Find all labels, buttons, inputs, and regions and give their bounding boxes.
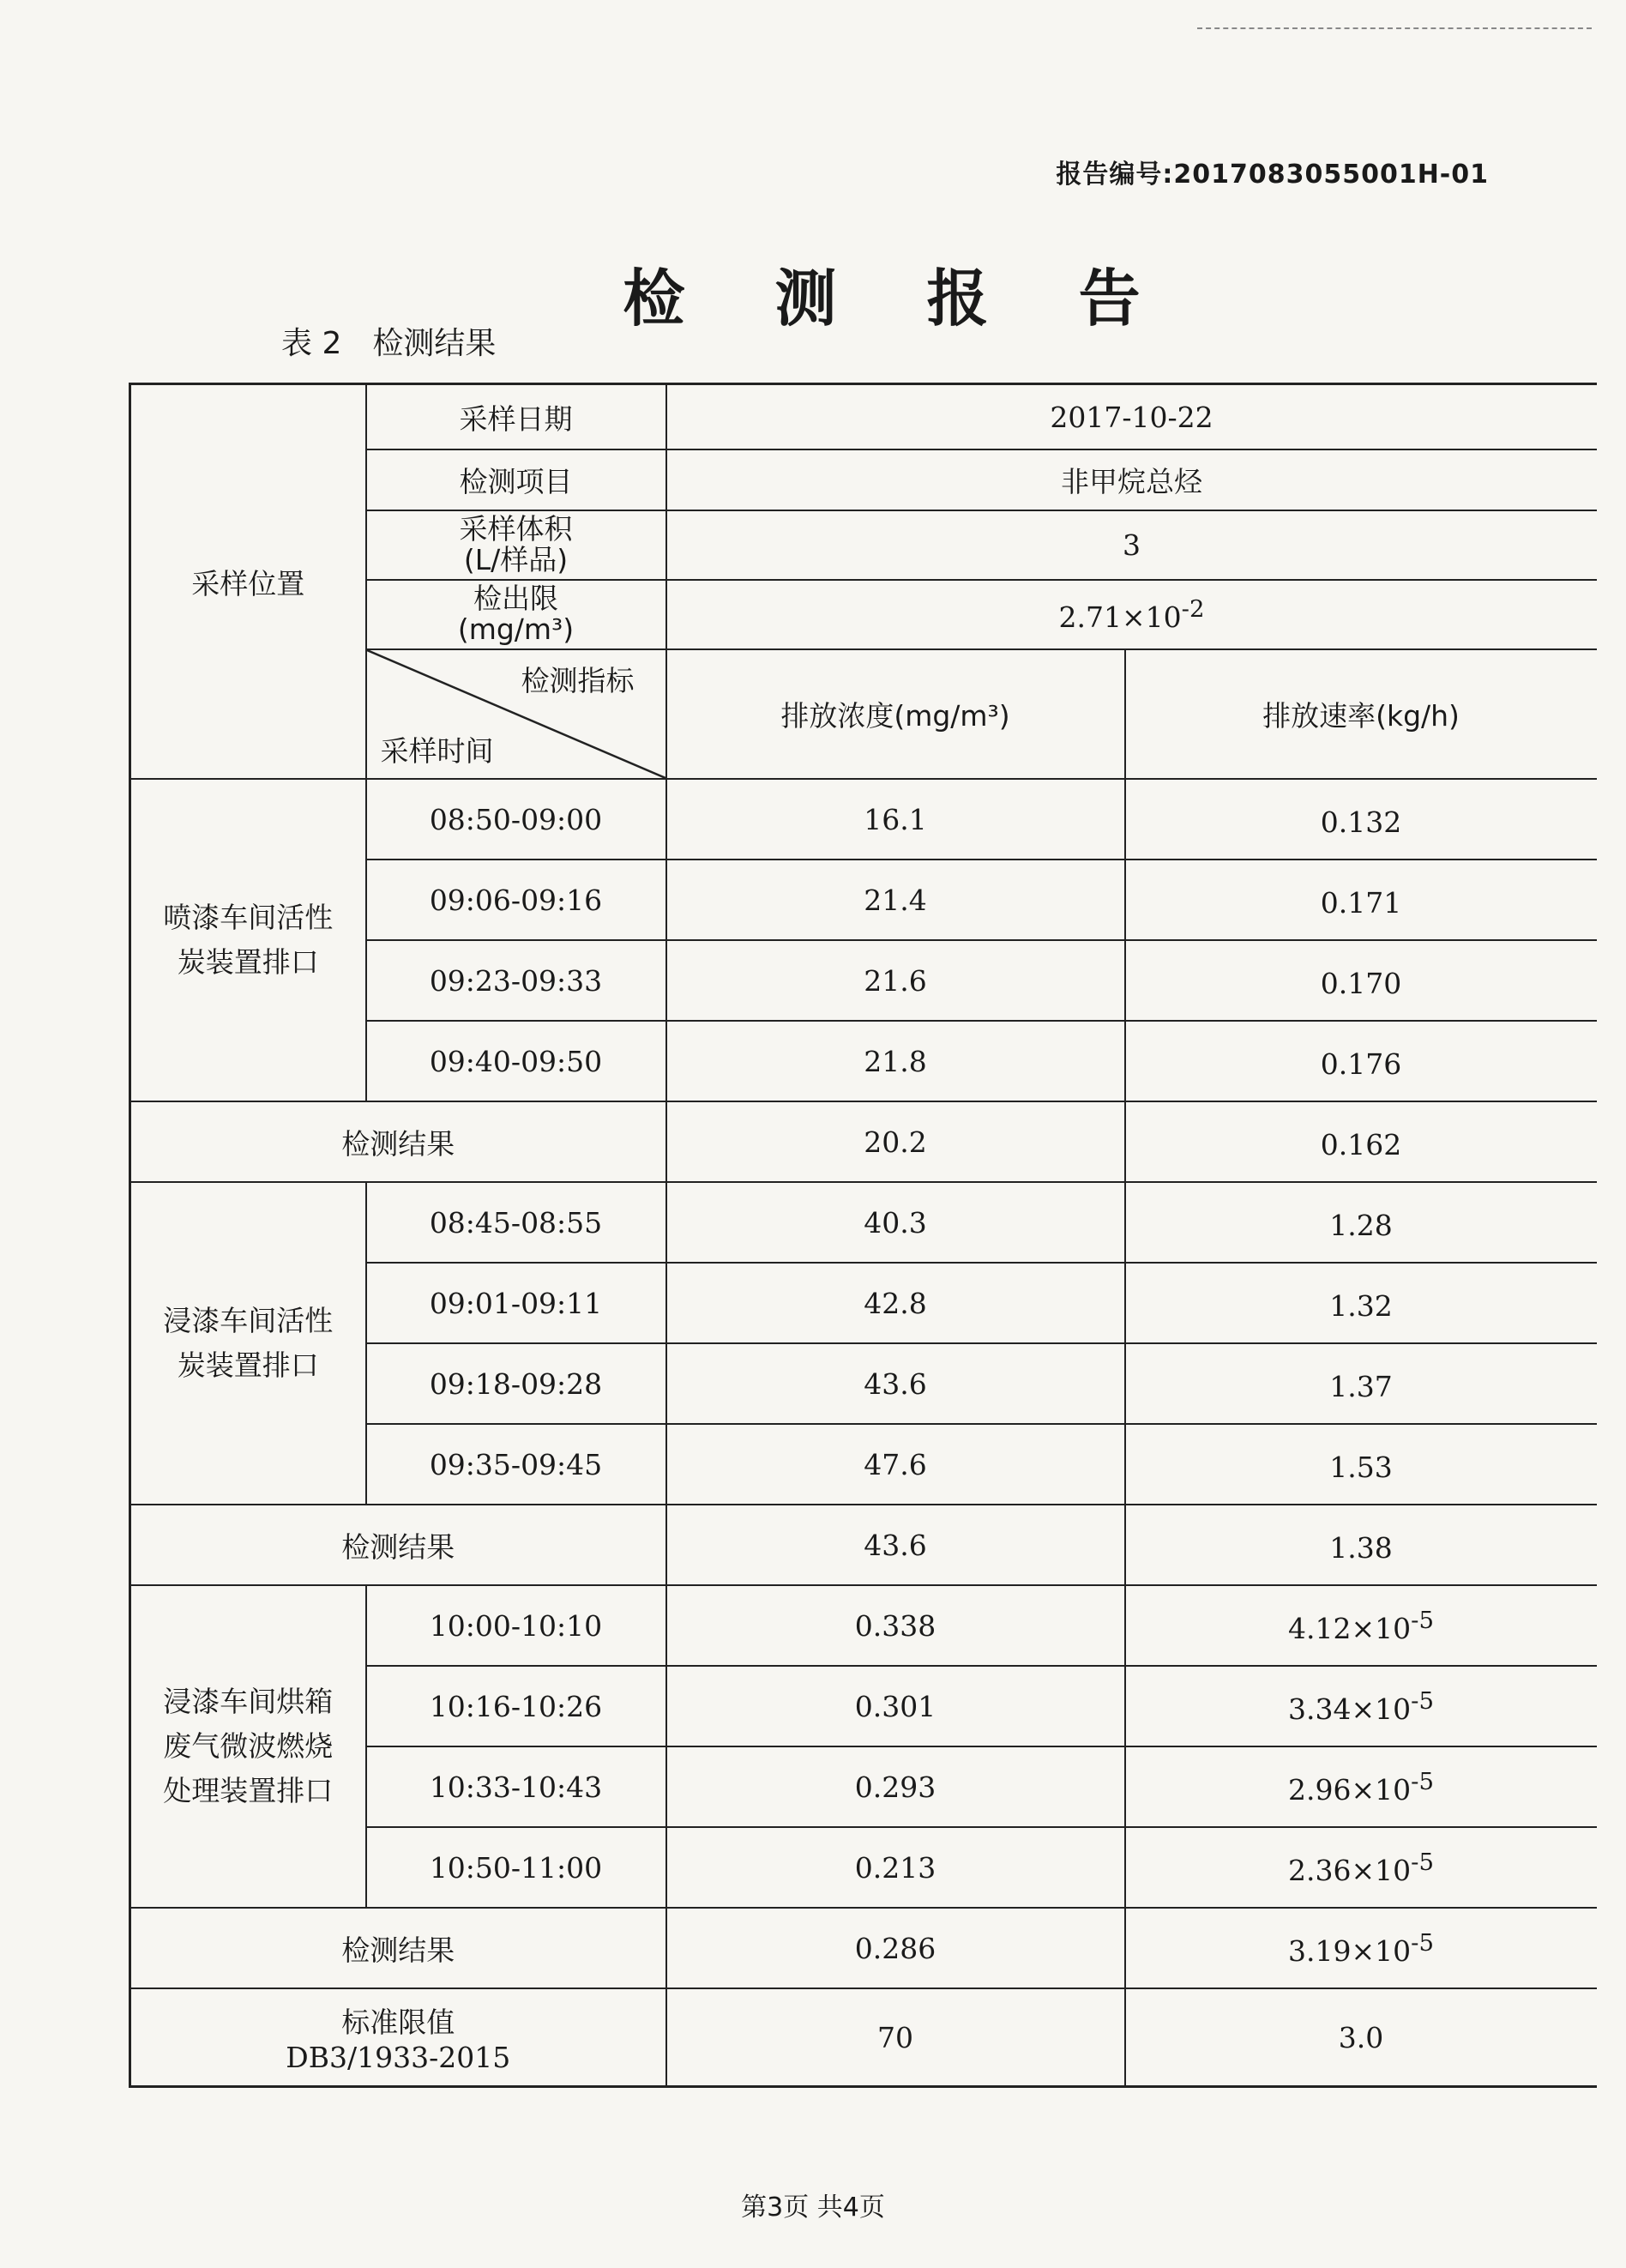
- result-label: 检测结果: [130, 1101, 666, 1182]
- page-total: 共4页: [816, 2193, 885, 2223]
- location-line: 浸漆车间烘箱: [163, 1685, 334, 1719]
- result-rate-exponent: -5: [1411, 1928, 1434, 1957]
- result-row: [130, 1101, 1597, 1182]
- result-concentration: 0.286: [666, 1908, 1125, 1988]
- volume-label-line-2: (L/样品): [463, 543, 569, 577]
- item-value: 非甲烷总烃: [666, 449, 1597, 510]
- rate-cell: [1125, 1182, 1597, 1263]
- standard-label-line-1: 标准限值: [341, 2006, 455, 2040]
- rate-value: 3.34×10: [1288, 1692, 1412, 1726]
- concentration-cell: 21.4: [666, 860, 1125, 940]
- results-table: [129, 383, 1597, 2088]
- location-line: 喷漆车间活性: [163, 901, 334, 935]
- rate-value: 1.53: [1329, 1450, 1393, 1484]
- page-title: 检 测 报 告: [623, 262, 1175, 335]
- rate-value: 2.36×10: [1288, 1853, 1412, 1887]
- rate-exponent: -5: [1411, 1767, 1434, 1795]
- page-number: 第3页: [741, 2193, 810, 2223]
- concentration-cell: 42.8: [666, 1263, 1125, 1343]
- rate-exponent: -5: [1411, 1848, 1434, 1876]
- rate-cell: [1125, 1585, 1597, 1666]
- limit-value-base: 2.71×10: [1058, 600, 1182, 634]
- table-row: [130, 779, 1597, 860]
- col-header-concentration: 排放浓度(mg/m³): [666, 649, 1125, 780]
- table-row: [130, 1182, 1597, 1263]
- location-line: 炭装置排口: [177, 1348, 319, 1383]
- param-row-date: [130, 384, 1597, 450]
- location-cell: [130, 779, 366, 1101]
- result-label: 检测结果: [130, 1908, 666, 1988]
- rate-value: 0.132: [1320, 805, 1402, 839]
- result-row: [130, 1908, 1597, 1988]
- standard-label-line-2: DB3/1933-2015: [286, 2041, 511, 2075]
- rate-cell: [1125, 1021, 1597, 1101]
- rate-cell: [1125, 1827, 1597, 1908]
- rate-value: 1.28: [1329, 1208, 1393, 1242]
- result-rate: [1125, 1505, 1597, 1585]
- report-number: [1056, 153, 1489, 190]
- indicator-label: 检测指标: [521, 663, 635, 697]
- result-concentration: 20.2: [666, 1101, 1125, 1182]
- time-cell: 08:45-08:55: [366, 1182, 666, 1263]
- concentration-cell: 21.8: [666, 1021, 1125, 1101]
- standard-label: [130, 1988, 666, 2086]
- time-cell: 10:00-10:10: [366, 1585, 666, 1666]
- rate-exponent: -5: [1411, 1606, 1434, 1634]
- time-cell: 09:35-09:45: [366, 1424, 666, 1505]
- table-caption-text: 检测结果: [372, 326, 497, 361]
- location-line: 处理装置排口: [163, 1774, 334, 1808]
- rate-cell: [1125, 779, 1597, 860]
- rate-value: 1.32: [1329, 1288, 1393, 1323]
- rate-value: 4.12×10: [1288, 1611, 1412, 1645]
- concentration-cell: 0.338: [666, 1585, 1125, 1666]
- table-caption-number: 表 2: [281, 326, 342, 361]
- concentration-cell: 0.301: [666, 1666, 1125, 1746]
- limit-value: [666, 580, 1597, 649]
- result-concentration: 43.6: [666, 1505, 1125, 1585]
- scan-dash-line: [1197, 27, 1592, 29]
- rate-cell: [1125, 1343, 1597, 1424]
- location-line: 废气微波燃烧: [163, 1729, 334, 1764]
- rate-value: 0.170: [1320, 966, 1402, 1000]
- rate-exponent: -5: [1411, 1686, 1434, 1715]
- standard-concentration: 70: [666, 1988, 1125, 2086]
- rate-cell: [1125, 1746, 1597, 1827]
- location-line: 浸漆车间活性: [163, 1304, 334, 1338]
- time-cell: 09:40-09:50: [366, 1021, 666, 1101]
- item-label: 检测项目: [366, 449, 666, 510]
- report-number-value: 2017083055001H-01: [1173, 160, 1489, 190]
- standard-rate: 3.0: [1125, 1988, 1597, 2086]
- limit-label-line-2: (mg/m³): [457, 612, 575, 647]
- concentration-cell: 0.293: [666, 1746, 1125, 1827]
- result-rate-value: 0.162: [1320, 1127, 1402, 1161]
- concentration-cell: 16.1: [666, 779, 1125, 860]
- result-label: 检测结果: [130, 1505, 666, 1585]
- page-footer: [0, 2186, 1626, 2223]
- concentration-cell: 0.213: [666, 1827, 1125, 1908]
- result-row: [130, 1505, 1597, 1585]
- time-cell: 10:16-10:26: [366, 1666, 666, 1746]
- concentration-cell: 43.6: [666, 1343, 1125, 1424]
- time-cell: 08:50-09:00: [366, 779, 666, 860]
- limit-value-exponent: -2: [1181, 594, 1205, 623]
- time-cell: 09:06-09:16: [366, 860, 666, 940]
- table-caption: [281, 319, 496, 363]
- rate-cell: [1125, 940, 1597, 1021]
- rate-cell: [1125, 1424, 1597, 1505]
- sampling-time-label: 采样时间: [380, 734, 494, 769]
- rate-value: 2.96×10: [1288, 1772, 1412, 1807]
- limit-label-line-1: 检出限: [473, 582, 558, 616]
- diagonal-header-cell: [366, 649, 666, 780]
- volume-label-line-1: 采样体积: [459, 512, 573, 546]
- result-rate-value: 1.38: [1329, 1530, 1393, 1565]
- rate-value: 0.176: [1320, 1047, 1402, 1081]
- standard-row: [130, 1988, 1597, 2086]
- location-cell: [130, 1585, 366, 1908]
- location-header: 采样位置: [130, 384, 366, 780]
- concentration-cell: 21.6: [666, 940, 1125, 1021]
- limit-label: [366, 580, 666, 649]
- result-rate: [1125, 1101, 1597, 1182]
- table-row: [130, 1585, 1597, 1666]
- time-cell: 10:33-10:43: [366, 1746, 666, 1827]
- concentration-cell: 47.6: [666, 1424, 1125, 1505]
- rate-cell: [1125, 1666, 1597, 1746]
- col-header-rate: 排放速率(kg/h): [1125, 649, 1597, 780]
- concentration-cell: 40.3: [666, 1182, 1125, 1263]
- location-cell: [130, 1182, 366, 1505]
- time-cell: 09:23-09:33: [366, 940, 666, 1021]
- report-number-label: 报告编号:: [1056, 160, 1174, 190]
- volume-label: [366, 510, 666, 580]
- time-cell: 09:01-09:11: [366, 1263, 666, 1343]
- volume-value: 3: [666, 510, 1597, 580]
- rate-value: 1.37: [1329, 1369, 1393, 1403]
- sampling-date-label: 采样日期: [366, 384, 666, 450]
- rate-value: 0.171: [1320, 885, 1402, 920]
- location-line: 炭装置排口: [177, 945, 319, 980]
- result-rate: [1125, 1908, 1597, 1988]
- result-rate-value: 3.19×10: [1288, 1933, 1412, 1968]
- sampling-date-value: 2017-10-22: [666, 384, 1597, 450]
- rate-cell: [1125, 860, 1597, 940]
- time-cell: 10:50-11:00: [366, 1827, 666, 1908]
- rate-cell: [1125, 1263, 1597, 1343]
- time-cell: 09:18-09:28: [366, 1343, 666, 1424]
